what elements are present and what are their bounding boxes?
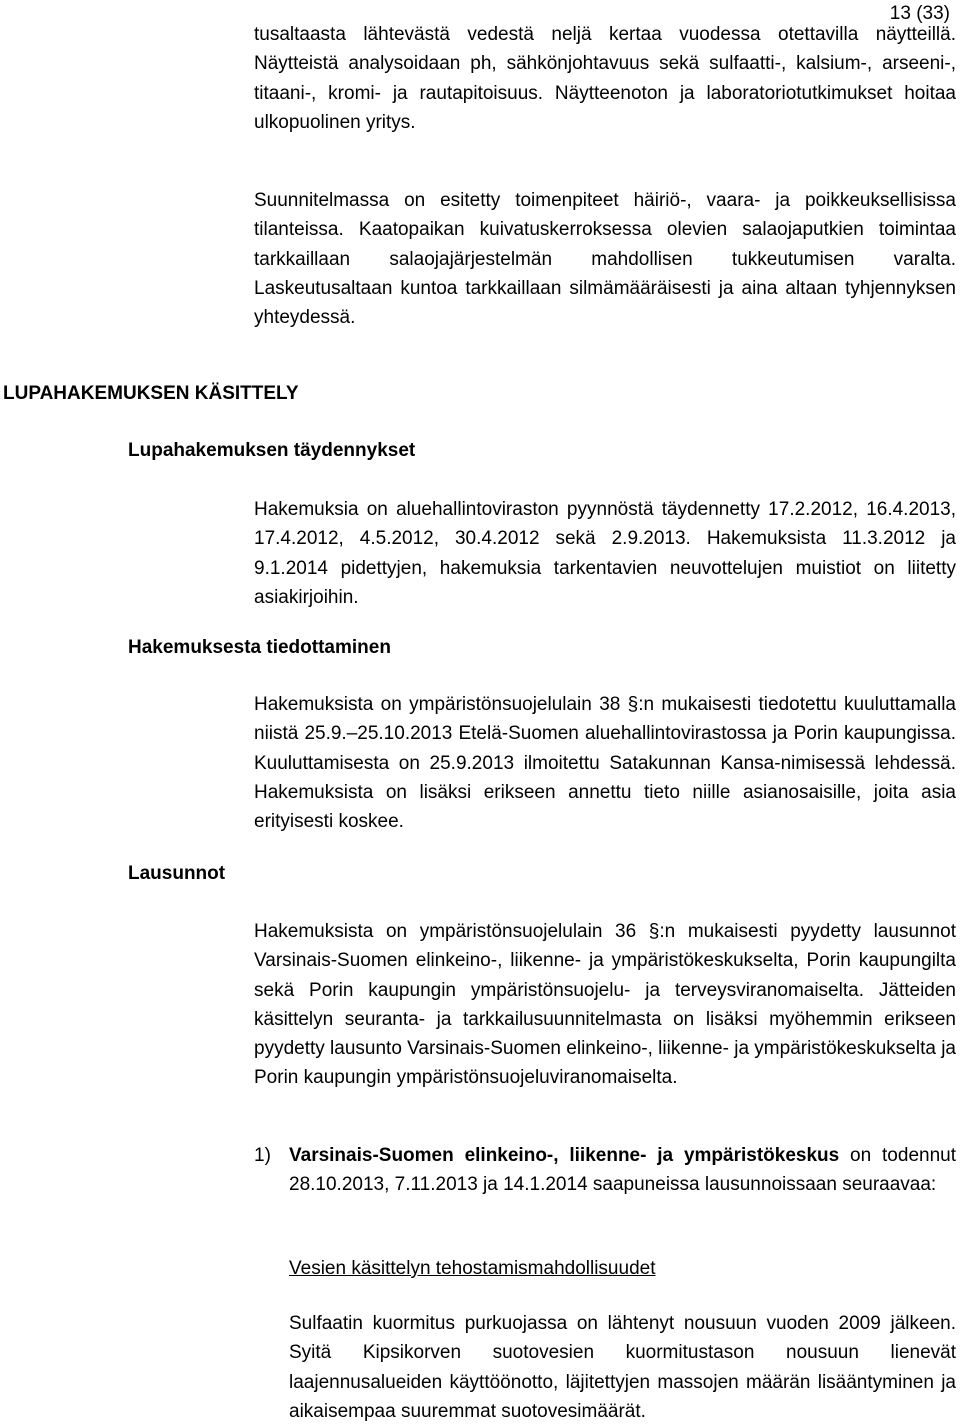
statement-1-org: Varsinais-Suomen elinkeino-, liikenne- ja ympäristökeskus [289,1145,840,1166]
statement-1-subheading: Vesien käsittelyn tehostamismahdollisuudet [289,1258,656,1279]
intro-paragraph-1: tusaltaasta lähtevästä vedestä neljä kertaa vuodessa otettavilla näytteillä. Näytteistä analysoidaan ph, sähkönjohtavuus sekä sulfaatti-, kalsium-, arseeni-, titaani-, kromi- ja rautapitoisuus. Näytteenoton ja laboratoriotutkimukset hoitaa ulkopuolinen yritys. [254,24,956,133]
statement-1-number: 1) [254,1145,271,1166]
supplements-paragraph: Hakemuksia on aluehallintoviraston pyynnöstä täydennetty 17.2.2012, 16.4.2013, 17.4.2012, 4.5.2012, 30.4.2012 sekä 2.9.2013. Hakemuksista 11.3.2012 ja 9.1.2014 pidettyjen, hakemuksia tarkentavien neuvottelujen muistiot on liitetty asiakirjoihin. [254,499,956,608]
page-number: 13 (33) [889,3,950,24]
announcement-paragraph: Hakemuksista on ympäristönsuojelulain 38 §:n mukaisesti tiedotettu kuuluttamalla niistä 25.9.–25.10.2013 Etelä-Suomen aluehallintovirastossa ja Porin kaupungissa. Kuuluttamisesta on 25.9.2013 ilmoitettu Satakunnan Kansa-nimisessä lehdessä. Hakemuksista on lisäksi erikseen annettu tieto niille asianosaisille, joita asia erityisesti koskee. [254,694,956,833]
statement-1 [254,1141,956,1200]
statement-1-rest: on todennut 28.10.2013, 7.11.2013 ja 14.1.2014 saapuneissa lausunnoissaan seuraavaa: [289,1145,956,1196]
statements-paragraph: Hakemuksista on ympäristönsuojelulain 36 §:n mukaisesti pyydetty lausunnot Varsinais-Suomen elinkeino-, liikenne- ja ympäristökeskukselta, Porin kaupungilta sekä Porin kaupungin ympäristönsuojelu- ja terveysviranomaiselta. Jätteiden käsittelyn seuranta- ja tarkkailusuunnitelmasta on lisäksi myöhemmin erikseen pyydetty lausunto Varsinais-Suomen elinkeino-, liikenne- ja ympäristökeskukselta ja Porin kaupungin ympäristönsuojeluviranomaiselta. [254,921,956,1089]
section-title: LUPAHAKEMUKSEN KÄSITTELY [3,383,299,404]
subsection-heading-supplements: Lupahakemuksen täydennykset [128,440,416,461]
statement-1-paragraph: Sulfaatin kuormitus purkuojassa on lähtenyt nousuun vuoden 2009 jälkeen. Syitä Kipsikorven suotovesien kuormitustason nousuun lienevät laajennusalueiden käyttöönotto, läjitettyjen massojen määrän lisääntyminen ja aikaisempaa suuremmat suotovesimäärät. [289,1313,956,1422]
subsection-heading-announcement: Hakemuksesta tiedottaminen [128,637,391,658]
intro-paragraph-2: Suunnitelmassa on esitetty toimenpiteet häiriö-, vaara- ja poikkeuksellisissa tilanteissa. Kaatopaikan kuivatuskerroksessa olevien salaojaputkien toimintaa tarkkaillaan salaojajärjestelmän mahdollisen tukkeutumisen varalta. Laskeutusaltaan kuntoa tarkkaillaan silmämääräisesti ja aina altaan tyhjennyksen yhteydessä. [254,190,956,329]
statement-1-body [289,1141,956,1200]
subsection-heading-statements: Lausunnot [128,863,226,884]
